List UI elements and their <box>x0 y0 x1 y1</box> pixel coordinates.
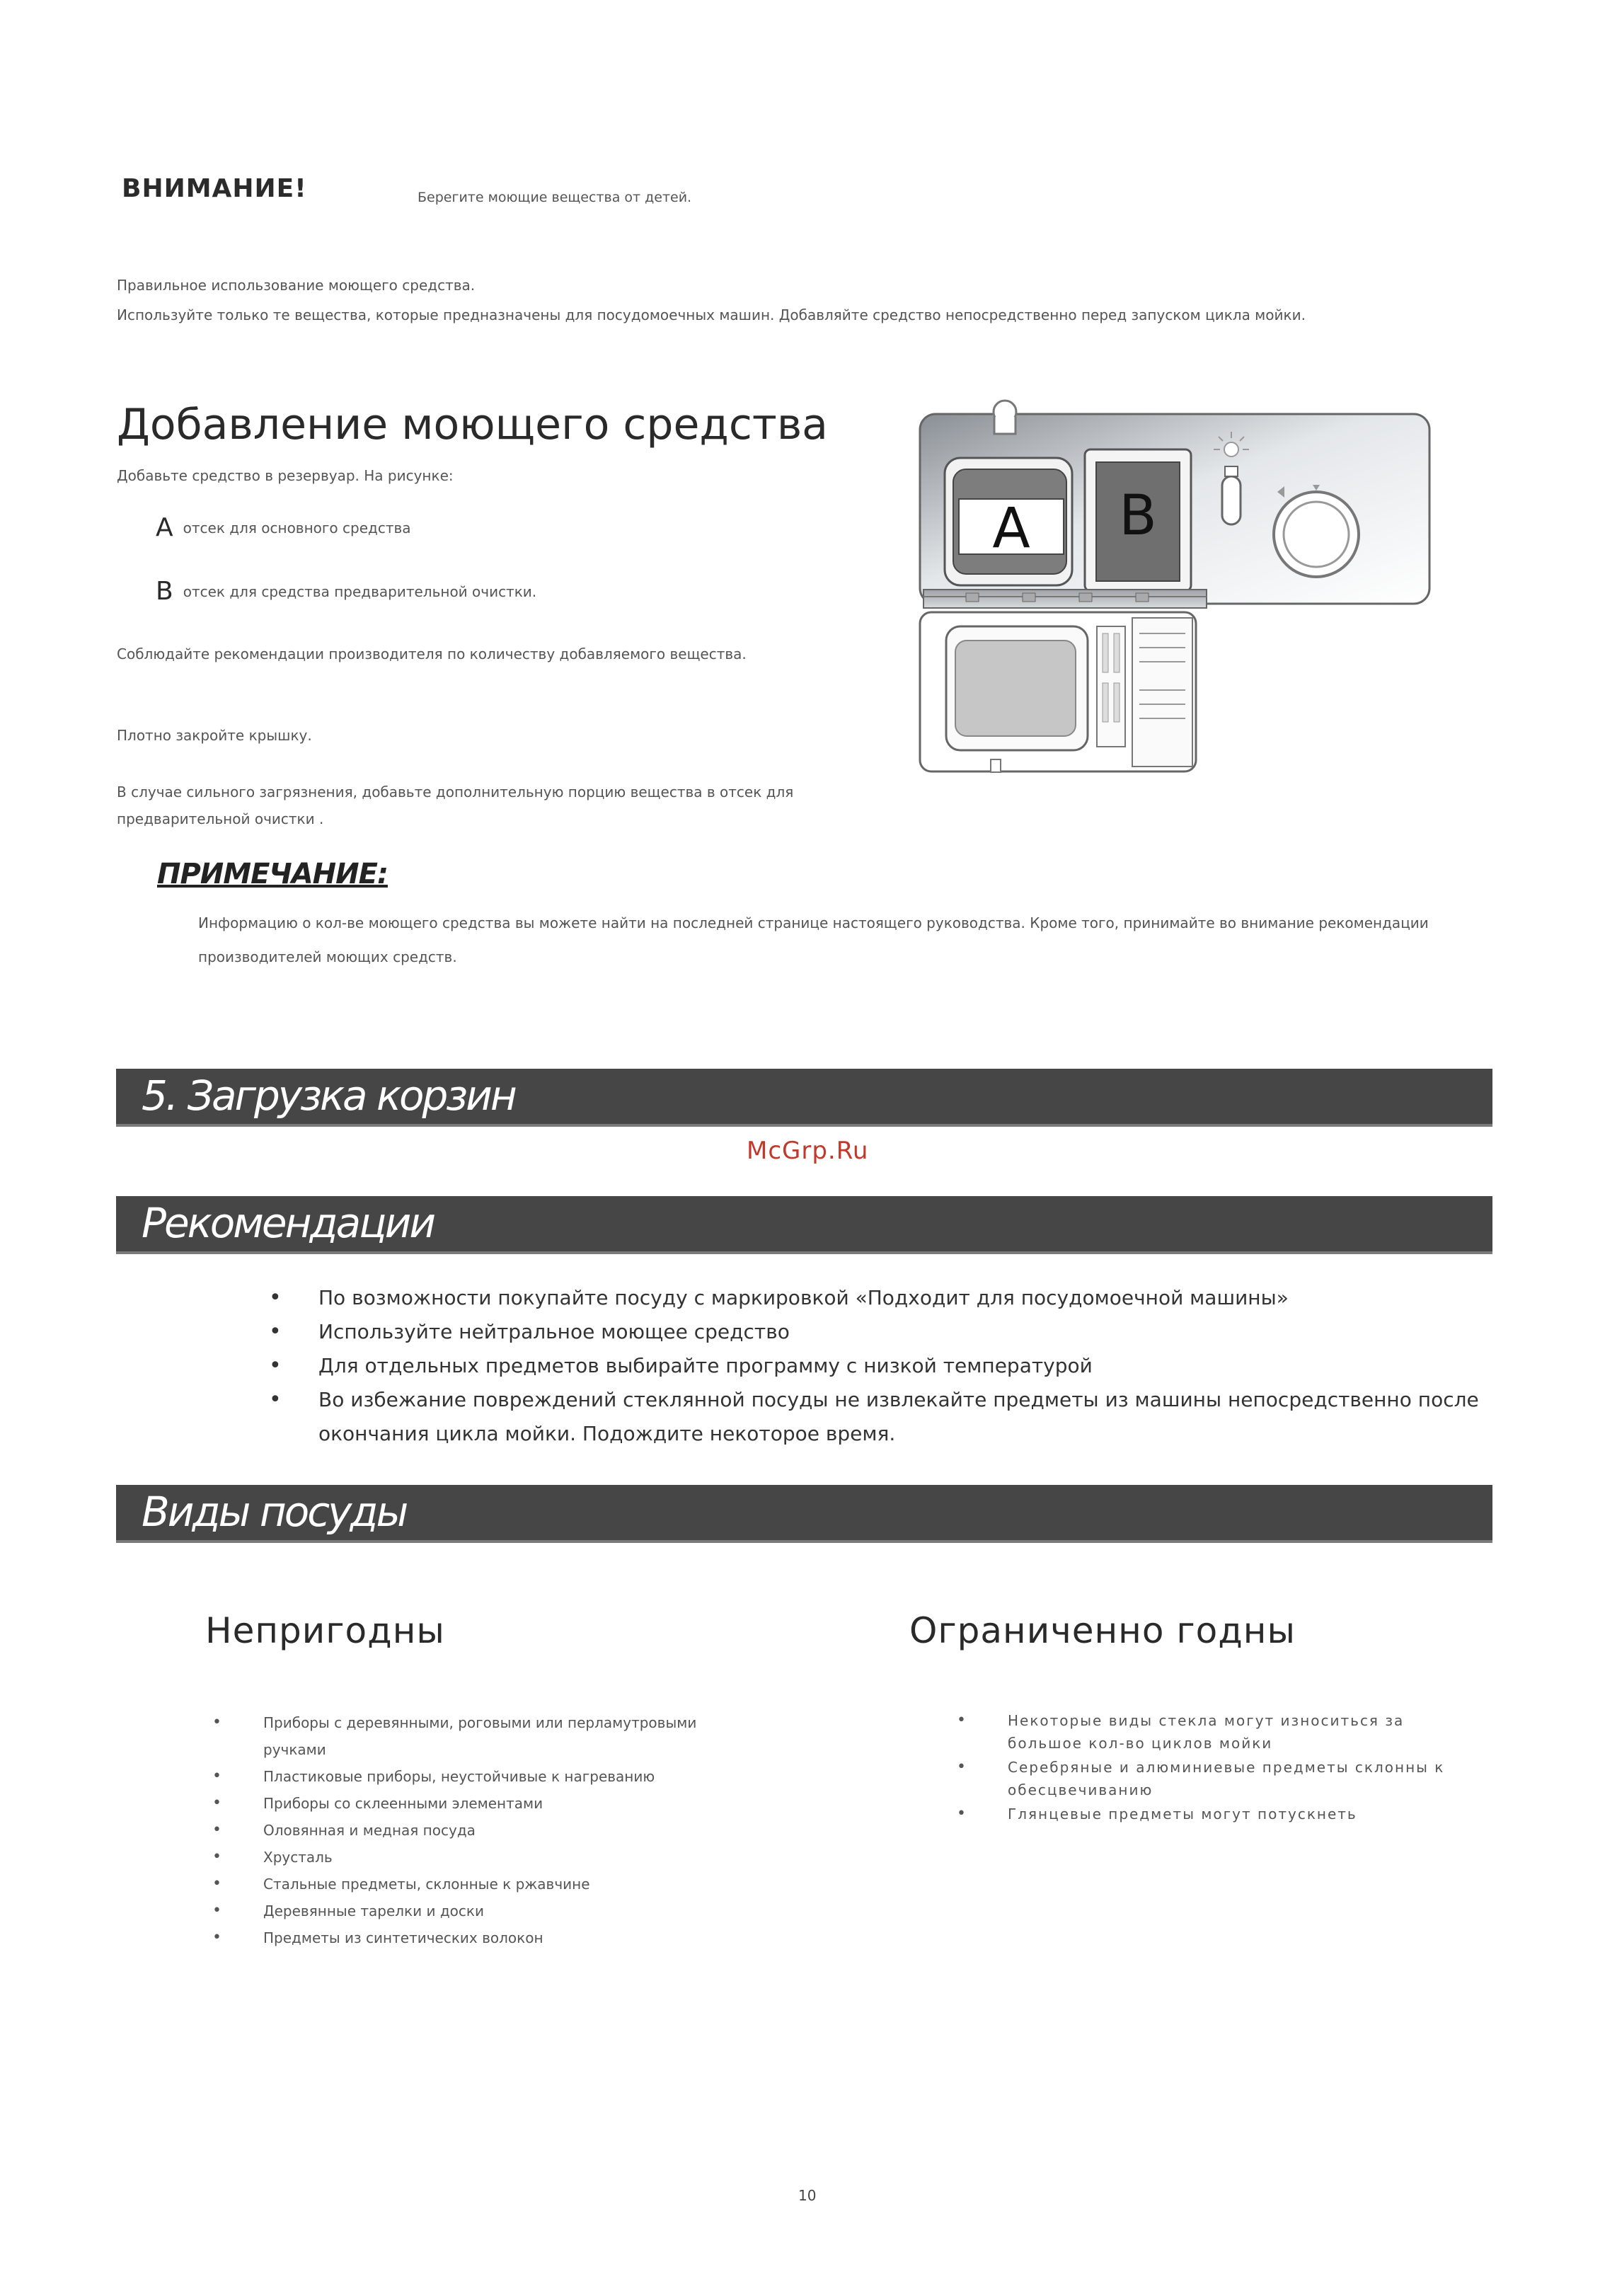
compartment-a-text: отсек для основного средства <box>183 520 411 536</box>
adding-para-heavy-soil: В случае сильного загрязнения, добавьте дополнительную порцию вещества в отсек для предварительной очистки . <box>117 783 794 827</box>
compartment-b-letter: B <box>156 577 173 606</box>
list-item: • Предметы из синтетических волокон <box>212 1929 543 1946</box>
adding-para-close: Плотно закройте крышку. <box>117 727 312 744</box>
warning-title: ВНИМАНИЕ! <box>122 174 307 203</box>
compartment-a-row <box>156 513 411 542</box>
intro-block <box>117 270 1447 330</box>
recommendations-list <box>269 1281 1486 1451</box>
dispenser-figure <box>916 393 1440 786</box>
list-item: • Для отдельных предметов выбирайте программу с низкой температурой <box>269 1349 1486 1383</box>
list-item: • Глянцевые предметы могут потускнеть <box>957 1805 1357 1823</box>
list-item: • Серебряные и алюминиевые предметы склонны к обесцвечиванию <box>957 1758 1445 1798</box>
figure-label-b: B <box>1119 484 1157 548</box>
limited-list <box>957 1709 1452 1825</box>
watermark: McGrp.Ru <box>747 1137 869 1165</box>
list-item: • Стальные предметы, склонные к ржавчине <box>212 1875 590 1893</box>
note-text: Информацию о кол-ве моющего средства вы можете найти на последней странице настоящего руководства. Кроме того, принимайте во внимание рекомендации производителей моющих средств. <box>198 914 1429 965</box>
compartment-a-letter: A <box>156 513 173 542</box>
unsuitable-list <box>212 1709 750 1951</box>
section-bar-recommendations <box>116 1196 1492 1254</box>
figure-label-a: A <box>992 497 1030 561</box>
list-item: • По возможности покупайте посуду с маркировкой «Подходит для посудомоечной машины» <box>269 1281 1486 1315</box>
bullet: • <box>269 1353 282 1378</box>
list-item: • Некоторые виды стекла могут износиться за большое кол-во циклов мойки <box>957 1711 1405 1752</box>
section-title-recommendations: Рекомендации <box>142 1199 435 1247</box>
intro-line-1: Правильное использование моющего средства. <box>117 277 476 294</box>
list-item: • Во избежание повреждений стеклянной посуды не извлекайте предметы из машины непосредственно после окончания цикла мойки. Подождите некоторое время. <box>269 1383 1486 1451</box>
page-number: 10 <box>798 2187 817 2204</box>
list-item: • Приборы со склеенными элементами <box>212 1794 543 1812</box>
list-item: • Хрусталь <box>212 1848 333 1866</box>
bullet: • <box>269 1387 282 1412</box>
compartment-b-row <box>156 577 536 606</box>
intro-line-2: Используйте только те вещества, которые предназначены для посудомоечных машин. Добавляйте средство непосредственно перед запуском цикла мойки. <box>117 306 1306 323</box>
bullet: • <box>269 1319 282 1344</box>
list-item: • Оловянная и медная посуда <box>212 1821 476 1839</box>
list-item: • Используйте нейтральное моющее средство <box>269 1315 1486 1349</box>
warning-text: Берегите моющие вещества от детей. <box>418 190 692 205</box>
list-item: • Деревянные тарелки и доски <box>212 1902 484 1919</box>
section-bar-dish-types <box>116 1485 1492 1543</box>
adding-para-amount: Соблюдайте рекомендации производителя по количеству добавляемого вещества. <box>117 645 747 662</box>
limited-title: Ограниченно годны <box>909 1610 1296 1651</box>
compartment-b-text: отсек для средства предварительной очистки. <box>183 583 537 600</box>
adding-title: Добавление моющего средства <box>117 400 828 449</box>
section-bar-loading <box>116 1069 1492 1127</box>
adding-subtitle: Добавьте средство в резервуар. На рисунке: <box>117 467 454 484</box>
list-item: • Пластиковые приборы, неустойчивые к нагреванию <box>212 1767 655 1785</box>
bullet: • <box>269 1285 282 1310</box>
list-item: • Приборы с деревянными, роговыми или перламутровыми ручками <box>212 1714 697 1758</box>
section-title-loading: 5. Загрузка корзин <box>142 1072 515 1120</box>
unsuitable-title: Непригодны <box>205 1610 445 1651</box>
note-title: ПРИМЕЧАНИЕ: <box>157 858 388 890</box>
section-title-dish-types: Виды посуды <box>142 1488 407 1536</box>
